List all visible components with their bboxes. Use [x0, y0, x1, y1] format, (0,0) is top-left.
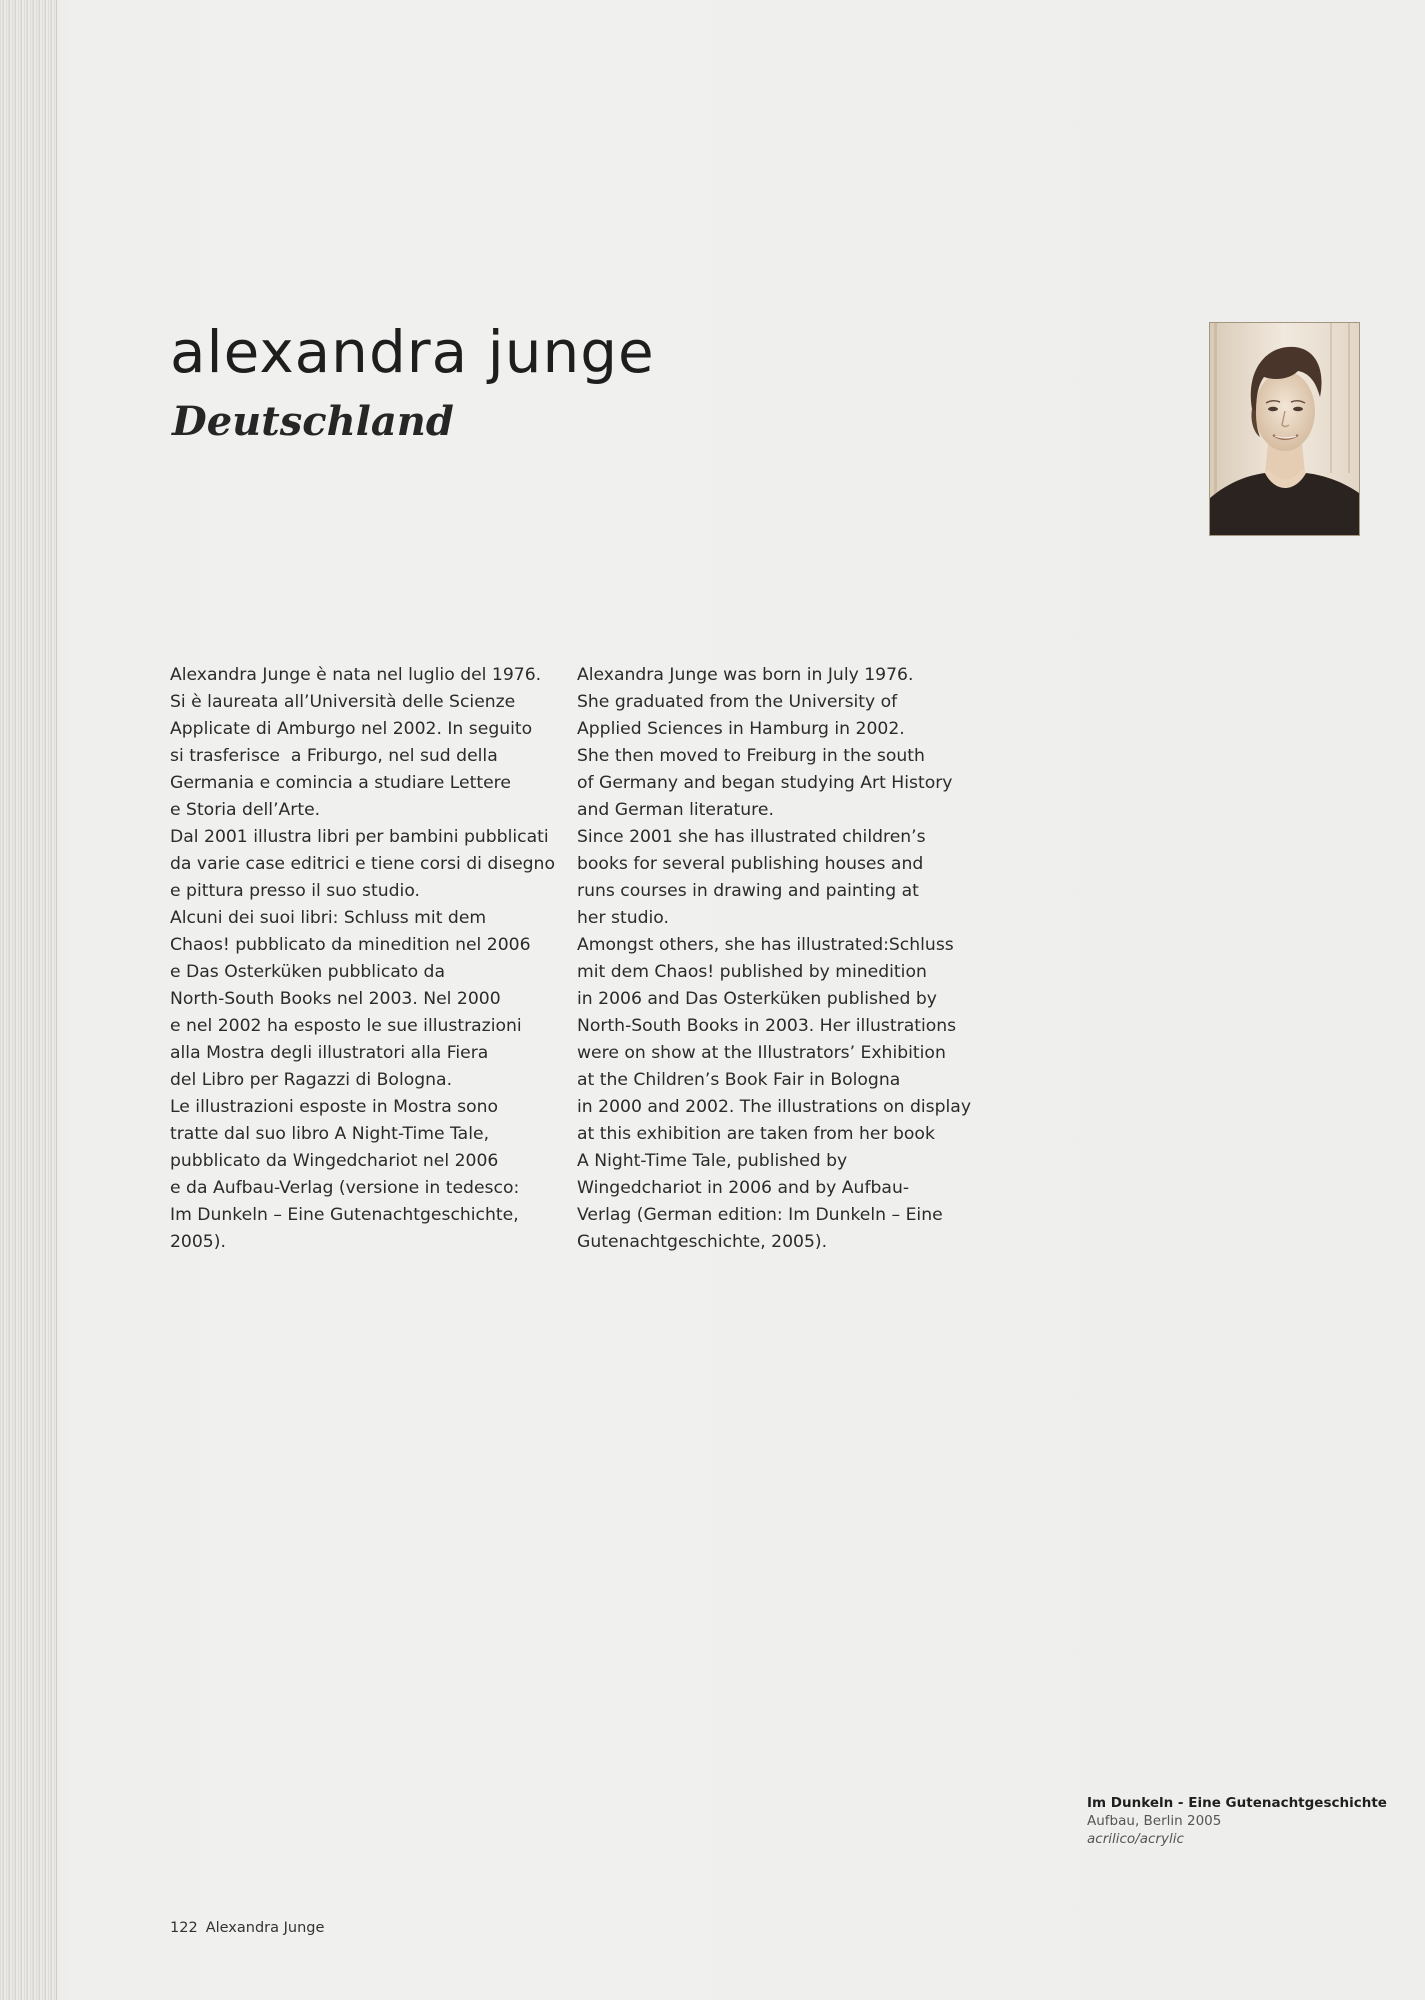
- artist-portrait-photo: [1209, 322, 1360, 536]
- portrait-illustration: [1210, 323, 1359, 535]
- caption-title: Im Dunkeln - Eine Gutenachtgeschichte: [1087, 1795, 1387, 1811]
- book-page-edges: [0, 0, 57, 2000]
- biography-italian: Alexandra Junge è nata nel luglio del 1976. Si è laureata all’Università delle Scienze Applicate di Amburgo nel 2002. In seguito si trasferisce a Friburgo, nel sud della Germania e comincia a studiare Lettere e Storia dell’Arte. Dal 2001 illustra libri per bambini pubblicati da varie case editrici e tiene corsi di disegno e pittura presso il suo studio. Alcuni dei suoi libri: Schluss mit dem Chaos! pubblicato da minedition nel 2006 e Das Osterküken pubblicato da North-South Books nel 2003. Nel 2000 e nel 2002 ha esposto le sue illustrazioni alla Mostra degli illustratori alla Fiera del Libro per Ragazzi di Bologna. Le illustrazioni esposte in Mostra sono tratte dal suo libro A Night-Time Tale, pubblicato da Wingedchariot nel 2006 e da Aufbau-Verlag (versione in tedesco: Im Dunkeln – Eine Gutenachtgeschichte, 2005).: [170, 665, 555, 1252]
- footer-author: Alexandra Junge: [205, 1920, 325, 1936]
- artist-name: alexandra junge: [170, 318, 655, 386]
- artist-country: Deutschland: [172, 398, 454, 445]
- caption-publisher: Aufbau, Berlin 2005: [1087, 1813, 1222, 1829]
- biography-english: Alexandra Junge was born in July 1976. She graduated from the University of Applied Sciences in Hamburg in 2002. She then moved to Freiburg in the south of Germany and began studying Art History and German literature. Since 2001 she has illustrated children’s books for several publishing houses and runs courses in drawing and painting at her studio. Amongst others, she has illustrated:Schluss mit dem Chaos! published by minedition in 2006 and Das Osterküken published by North-South Books in 2003. Her illustrations were on show at the Illustrators’ Exhibition at the Children’s Book Fair in Bologna in 2000 and 2002. The illustrations on display at this exhibition are taken from her book A Night-Time Tale, published by Wingedchariot in 2006 and by Aufbau- Verlag (German edition: Im Dunkeln – Eine Gutenachtgeschichte, 2005).: [577, 665, 971, 1252]
- caption-medium: acrilico/acrylic: [1087, 1831, 1184, 1847]
- page-number: 122: [170, 1920, 198, 1936]
- page-footer: [170, 1920, 324, 1936]
- illustration-caption: [1087, 1794, 1387, 1848]
